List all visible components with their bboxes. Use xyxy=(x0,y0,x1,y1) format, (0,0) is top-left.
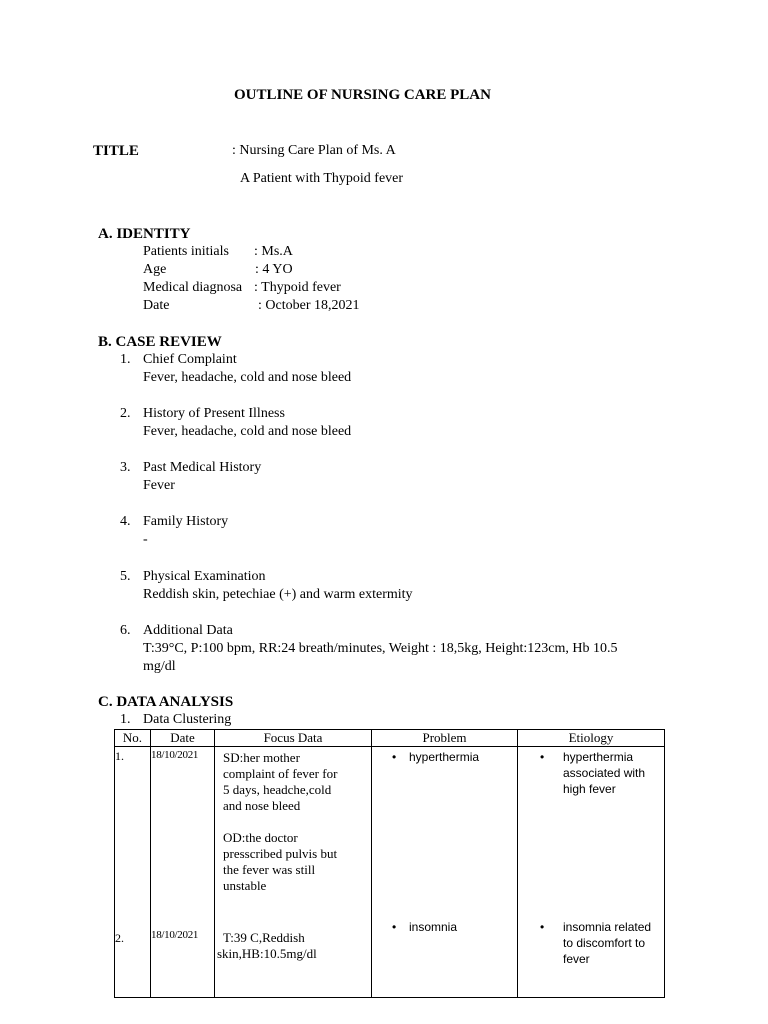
etiology-line: to discomfort to xyxy=(563,936,646,950)
physical-examination-label: Physical Examination xyxy=(143,569,266,584)
past-medical-history-value: Fever xyxy=(143,478,175,493)
focus-sd-line: 5 days, headche,cold xyxy=(223,782,332,797)
history-present-illness-label: History of Present Illness xyxy=(143,406,285,421)
etiology-line: associated with xyxy=(563,766,646,780)
history-present-illness-value: Fever, headache, cold and nose bleed xyxy=(143,424,352,439)
case-item-number: 6. xyxy=(120,623,131,638)
focus-sd-line: complaint of fever for xyxy=(223,766,338,781)
data-clustering-label: Data Clustering xyxy=(143,712,232,727)
document-title: OUTLINE OF NURSING CARE PLAN xyxy=(234,87,491,103)
focus-sd-line: and nose bleed xyxy=(223,798,301,813)
title-value-line1: : Nursing Care Plan of Ms. A xyxy=(232,143,396,158)
data-clustering-number: 1. xyxy=(120,712,131,727)
etiology-line: hyperthermia xyxy=(563,750,634,764)
data-analysis-heading: C. DATA ANALYSIS xyxy=(98,694,234,710)
column-header-focus-data: Focus Data xyxy=(215,730,372,747)
date-label: Date xyxy=(143,298,170,313)
table-row xyxy=(115,747,665,998)
identity-heading: A. IDENTITY xyxy=(98,226,191,242)
row-number: 2. xyxy=(115,931,124,945)
problem-text: insomnia xyxy=(409,920,458,934)
column-header-etiology: Etiology xyxy=(518,730,665,747)
case-item-number: 4. xyxy=(120,514,131,529)
additional-data-value-line1: T:39°C, P:100 bpm, RR:24 breath/minutes, Weight : 18,5kg, Height:123cm, Hb 10.5 xyxy=(143,641,618,656)
etiology-line: high fever xyxy=(563,782,616,796)
case-item-number: 1. xyxy=(120,352,131,367)
medical-diagnosa-value: : Thypoid fever xyxy=(254,280,341,295)
etiology-line: fever xyxy=(563,952,590,966)
case-item-number: 3. xyxy=(120,460,131,475)
cell-date xyxy=(151,747,215,998)
row-date: 18/10/2021 xyxy=(151,749,199,761)
physical-examination-value: Reddish skin, petechiae (+) and warm extermity xyxy=(143,587,413,602)
title-label: TITLE xyxy=(93,143,139,159)
focus-od-line: the fever was still xyxy=(223,862,316,877)
medical-diagnosa-label: Medical diagnosa xyxy=(143,280,243,295)
date-value: : October 18,2021 xyxy=(258,298,360,313)
table-header-row xyxy=(115,730,665,747)
column-header-problem: Problem xyxy=(372,730,518,747)
chief-complaint-value: Fever, headache, cold and nose bleed xyxy=(143,370,352,385)
column-header-date: Date xyxy=(151,730,215,747)
patients-initials-value: : Ms.A xyxy=(254,244,293,259)
additional-data-value-line2: mg/dl xyxy=(143,659,176,674)
data-clustering-table xyxy=(114,729,665,998)
family-history-value: - xyxy=(143,532,148,547)
focus-line: T:39 C,Reddish xyxy=(223,930,305,945)
cell-no xyxy=(115,747,151,998)
family-history-label: Family History xyxy=(143,514,229,529)
row-date: 18/10/2021 xyxy=(151,929,199,941)
chief-complaint-label: Chief Complaint xyxy=(143,352,237,367)
focus-od-line: unstable xyxy=(223,878,267,893)
row-number: 1. xyxy=(115,749,124,763)
cell-problem xyxy=(372,747,518,998)
title-value-line2: A Patient with Thypoid fever xyxy=(240,171,404,186)
case-item-number: 2. xyxy=(120,406,131,421)
focus-sd-line: SD:her mother xyxy=(223,750,300,765)
bullet-icon: • xyxy=(392,920,397,934)
etiology-line: insomnia related xyxy=(563,920,652,934)
patients-initials-label: Patients initials xyxy=(143,244,229,259)
bullet-icon: • xyxy=(540,750,545,764)
focus-od-line: presscribed pulvis but xyxy=(223,846,338,861)
bullet-icon: • xyxy=(540,920,545,934)
bullet-icon: • xyxy=(392,750,397,764)
age-value: : 4 YO xyxy=(255,262,293,277)
case-item-number: 5. xyxy=(120,569,131,584)
focus-line: skin,HB:10.5mg/dl xyxy=(217,946,317,961)
problem-text: hyperthermia xyxy=(409,750,480,764)
focus-od-line: OD:the doctor xyxy=(223,830,298,845)
age-label: Age xyxy=(143,262,167,277)
past-medical-history-label: Past Medical History xyxy=(143,460,262,475)
cell-focus-data xyxy=(215,747,372,998)
cell-etiology xyxy=(518,747,665,998)
case-review-heading: B. CASE REVIEW xyxy=(98,334,222,350)
additional-data-label: Additional Data xyxy=(143,623,233,638)
column-header-no: No. xyxy=(115,730,151,747)
